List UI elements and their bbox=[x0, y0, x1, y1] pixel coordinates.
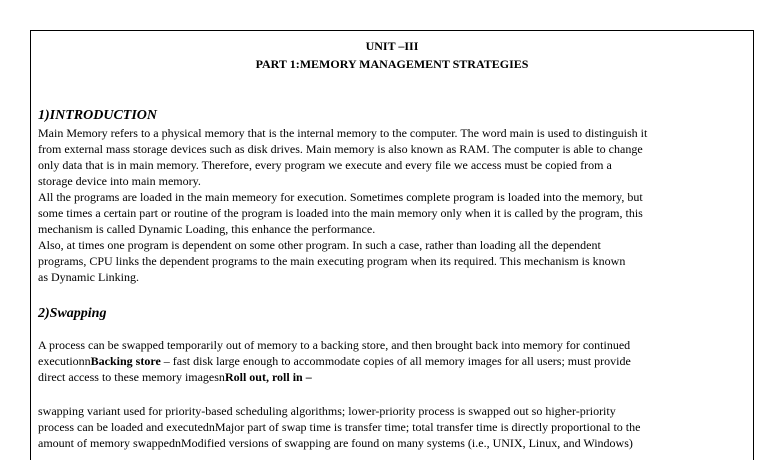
text-line: storage device into main memory. bbox=[38, 174, 201, 188]
text-line: only data that is in main memory. Therefore, every program we execute and every file we access must be copied from a bbox=[38, 158, 612, 172]
swapping-paragraph-1 bbox=[38, 337, 754, 385]
text-run: executionn bbox=[38, 354, 91, 368]
text-line: amount of memory swappednModified versions of swapping are found on many systems (i.e., UNIX, Linux, and Windows) bbox=[38, 436, 633, 450]
document-page bbox=[30, 30, 754, 460]
text-line: as Dynamic Linking. bbox=[38, 270, 139, 284]
text-line: from external mass storage devices such as disk drives. Main memory is also known as RAM. The computer is able to change bbox=[38, 142, 643, 156]
text-run: – fast disk large enough to accommodate copies of all memory images for all users; must provide bbox=[160, 354, 631, 368]
text-line: swapping variant used for priority-based scheduling algorithms; lower-priority process is swapped out so higher-priority bbox=[38, 404, 616, 418]
backing-store-term: Backing store bbox=[90, 354, 161, 368]
introduction-heading: 1)INTRODUCTION bbox=[38, 108, 157, 123]
swapping-paragraph-2 bbox=[38, 403, 754, 451]
text-run: direct access to these memory imagesn bbox=[38, 370, 225, 384]
text-line bbox=[38, 353, 754, 369]
text-line: A process can be swapped temporarily out of memory to a backing store, and then brought back into memory for continued bbox=[38, 338, 631, 352]
text-line: some times a certain part or routine of the program is loaded into the main memory only when it is called by the program, this bbox=[38, 206, 643, 220]
text-line bbox=[38, 369, 754, 385]
text-line: Also, at times one program is dependent on some other program. In such a case, rather than loading all the dependent bbox=[38, 238, 601, 252]
introduction-body bbox=[38, 125, 754, 285]
text-line: programs, CPU links the dependent programs to the main executing program when its required. This mechanism is known bbox=[38, 254, 626, 268]
roll-out-roll-in-term: Roll out, roll in – bbox=[224, 370, 312, 384]
text-line: Main Memory refers to a physical memory that is the internal memory to the computer. The word main is used to distinguish it bbox=[38, 126, 648, 140]
unit-title: UNIT –III bbox=[365, 39, 419, 53]
part-title: PART 1:MEMORY MANAGEMENT STRATEGIES bbox=[255, 57, 529, 71]
text-line: mechanism is called Dynamic Loading, this enhance the performance. bbox=[38, 222, 376, 236]
swapping-heading: 2)Swapping bbox=[38, 306, 107, 321]
text-line: process can be loaded and executednMajor part of swap time is transfer time; total transfer time is directly proportional to the bbox=[38, 420, 641, 434]
text-line: All the programs are loaded in the main memeory for execution. Sometimes complete program is loaded into the memory, but bbox=[38, 190, 643, 204]
